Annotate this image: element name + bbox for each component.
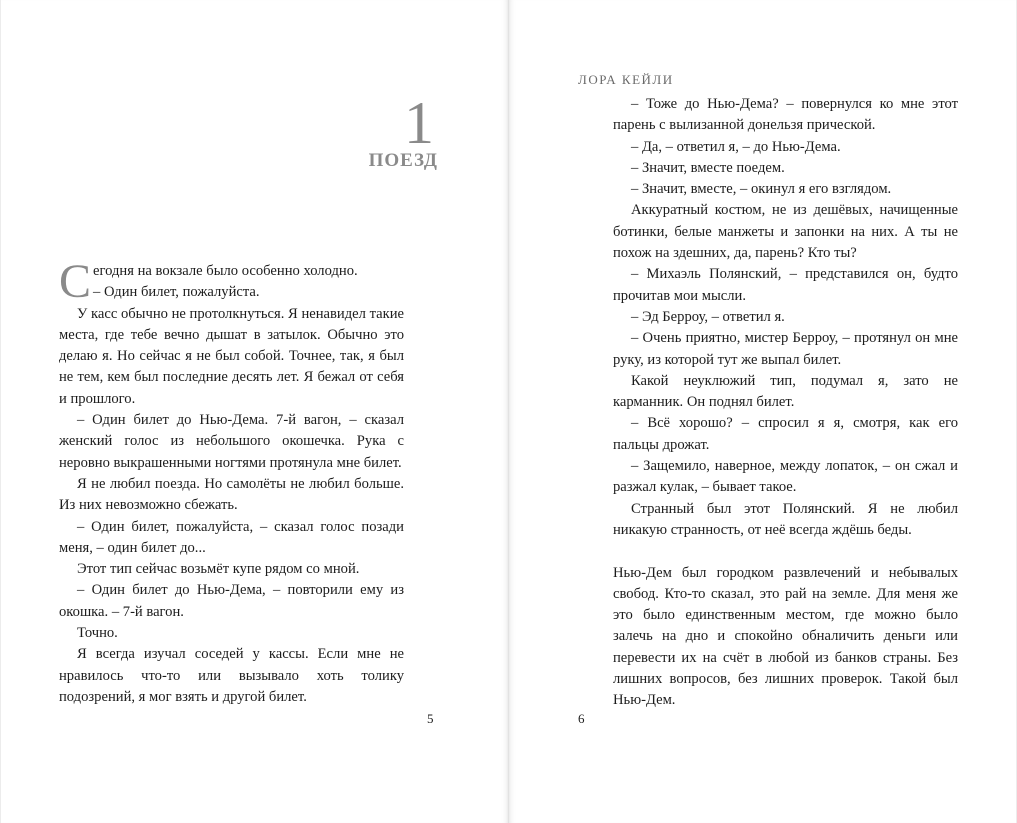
- paragraph: – Тоже до Нью-Дема? – повернулся ко мне этот парень с вылизанной донельзя прической.: [613, 96, 958, 134]
- right-body-text: [613, 94, 958, 712]
- paragraph: Странный был этот Полянский. Я не любил никакую странность, от неё всегда ждёшь беды.: [613, 500, 958, 538]
- paragraph: – Михаэль Полянский, – представился он, будто прочитав мои мысли.: [613, 266, 958, 304]
- page-number: 5: [427, 711, 434, 726]
- paragraph: – Эд Берроу, – ответил я.: [631, 308, 785, 325]
- chapter-title: ПОЕЗД: [368, 150, 438, 171]
- paragraph: – Значит, вместе поедем.: [631, 159, 785, 176]
- paragraph: Какой неуклюжий тип, подумал я, зато не карманник. Он поднял билет.: [613, 372, 958, 411]
- first-line: егодня на вокзале было особенно холодно.: [93, 263, 358, 279]
- paragraph: – Всё хорошо? – спросил я я, смотря, как его пальцы дрожат.: [613, 415, 958, 453]
- paragraph: Этот тип сейчас возьмёт купе рядом со мной.: [77, 561, 360, 578]
- drop-cap: С: [59, 255, 92, 308]
- paragraph: – Значит, вместе, – окинул я его взглядом.: [631, 181, 892, 198]
- section-break: [613, 541, 958, 562]
- paragraph: – Защемило, наверное, между лопаток, – он сжал и разжал кулак, – бывает такое.: [613, 458, 958, 496]
- paragraph: – Один билет, пожалуйста.: [93, 284, 260, 301]
- chapter-number: 1: [404, 90, 434, 156]
- left-body-text: [59, 255, 404, 708]
- right-page: [509, 0, 1017, 823]
- paragraph: Я не любил поезда. Но самолёты не любил больше. Из них невозможно сбежать.: [59, 475, 404, 514]
- paragraph: – Один билет, пожалуйста, – сказал голос позади меня, – один билет до...: [59, 518, 404, 556]
- paragraph: Аккуратный костюм, не из дешёвых, начищенные ботинки, белые манжеты и запонки на них. А ты не похож на здешних, да, парень? Кто ты?: [613, 202, 958, 262]
- page-edge: [0, 0, 1, 823]
- paragraph: – Очень приятно, мистер Берроу, – протянул он мне руку, из которой тут же выпал билет.: [613, 330, 958, 368]
- paragraph: Я всегда изучал соседей у кассы. Если мне не нравилось что-то или вызывало хоть толику подозрений, я мог взять и другой билет.: [59, 646, 404, 705]
- paragraph: – Да, – ответил я, – до Нью-Дема.: [631, 138, 841, 155]
- paragraph: Точно.: [77, 625, 118, 642]
- paragraph: – Один билет до Нью-Дема. 7-й вагон, – сказал женский голос из небольшого окошечка. Рука с неровно выкрашенными ногтями протянула мне билет.: [59, 412, 404, 471]
- paragraph: У касс обычно не протолкнуться. Я ненавидел такие места, где тебе вечно дышат в затылок. Обычно это делаю я. Но сейчас я не был собой. Точнее, так, я был не тем, кем был последние десять лет. Я бежал от себя и прошлого.: [59, 305, 404, 407]
- paragraph: Нью-Дем был городком развлечений и небывалых свобод. Кто-то сказал, это рай на земле. Для меня же это было единственным местом, где можно было залечь на дно и спокойно обналичить деньги или перевести их на счёт в любой из банков страны. Без лишних вопросов, без лишних проверок. Такой был Нью-Дем.: [613, 564, 958, 709]
- page-number: 6: [578, 711, 585, 726]
- running-head: ЛОРА КЕЙЛИ: [578, 72, 674, 87]
- paragraph: – Один билет до Нью-Дема, – повторили ему из окошка. – 7-й вагон.: [59, 582, 404, 620]
